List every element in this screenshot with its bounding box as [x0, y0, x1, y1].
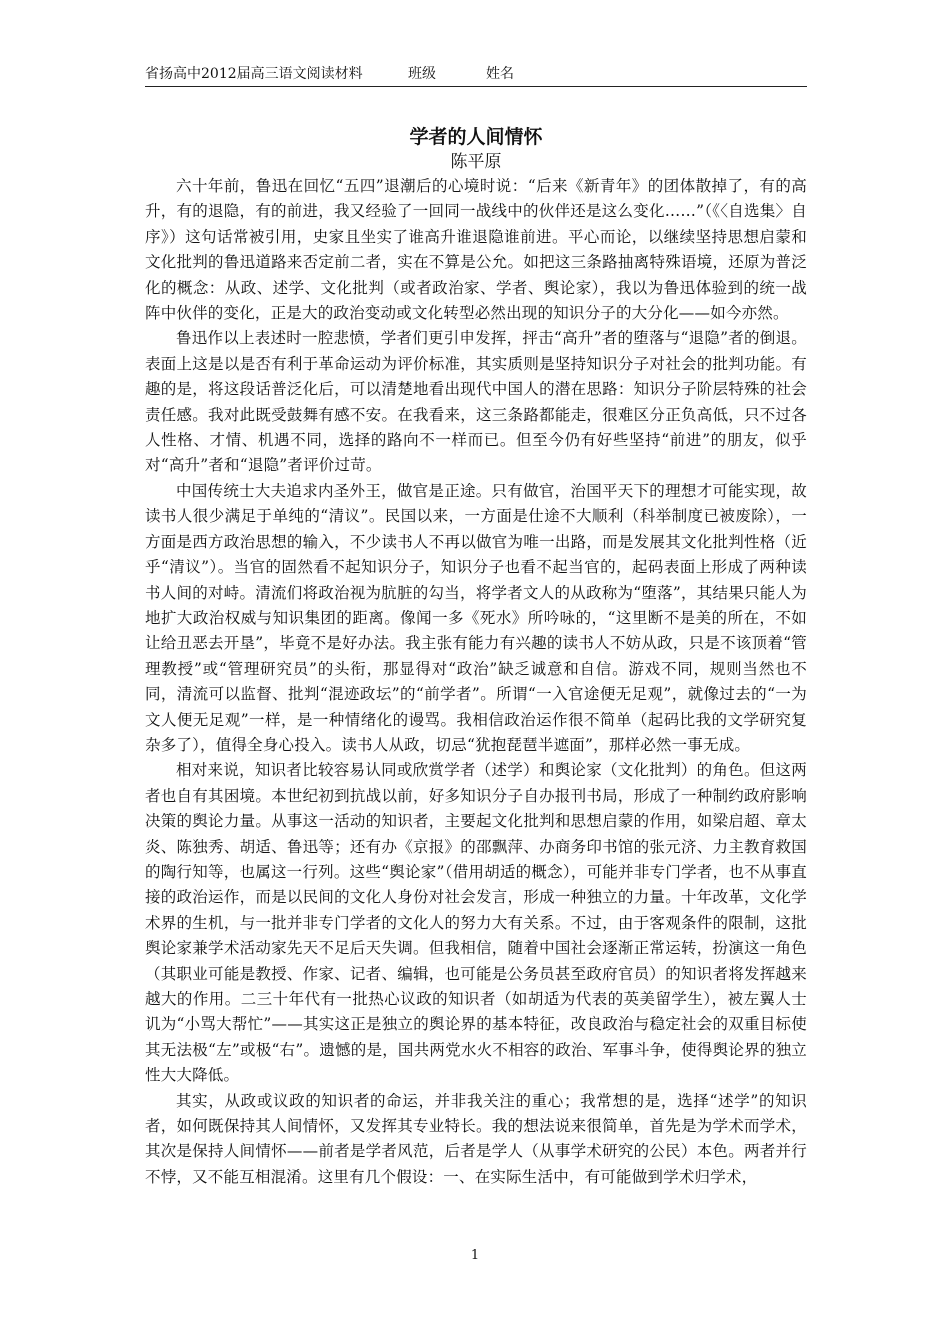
- header-name-label: 姓名: [486, 66, 514, 82]
- paragraph: 其实，从政或议政的知识者的命运，并非我关注的重心；我常想的是，选择“述学”的知识者，如何既保持其人间情怀，又发挥其专业特长。我的想法说来很简单，首先是为学术而学术，其次是保持人间情怀——前者是学者风范，后者是学人（从事学术研究的公民）本色。两者并行不悖，又不能互相混淆。这里有几个假设：一、在实际生活中，有可能做到学术归学术，: [145, 1091, 807, 1186]
- paragraph: 中国传统士大夫追求内圣外王，做官是正途。只有做官，治国平天下的理想才可能实现，故读书人很少满足于单纯的“清议”。民国以来，一方面是仕途不大顺利（科举制度已被废除），一方面是西方政治思想的输入，不少读书人不再以做官为唯一出路，而是发展其文化批判性格（近乎“清议”）。当官的固然看不起知识分子，知识分子也看不起当官的，起码表面上形成了两种读书人间的对峙。清流们将政治视为肮脏的勾当，将学者文人的从政称为“堕落”，其结果只能人为地扩大政治权威与知识集团的距离。像闻一多《死水》所吟咏的，“这里断不是美的所在，不如让给丑恶去开垦”，毕竟不是好办法。我主张有能力有兴趣的读书人不妨从政，只是不该顶着“管理教授”或“管理研究员”的头衔，那显得对“政治”缺乏诚意和自信。游戏不同，规则当然也不同，清流可以监督、批判“混迹政坛”的“前学者”。所谓“一入官途便无足观”，就像过去的“一为文人便无足观”一样，是一种情绪化的谩骂。我相信政治运作很不简单（起码比我的文学研究复杂多了），值得全身心投入。读书人从政，切忌“犹抱琵琶半遮面”，那样必然一事无成。: [145, 481, 807, 754]
- paragraph: 鲁迅作以上表述时一腔悲愤，学者们更引申发挥，抨击“高升”者的堕落与“退隐”者的倒退。表面上这是以是否有利于革命运动为评价标准，其实质则是坚持知识分子对社会的批判功能。有趣的是，将这段话普泛化后，可以清楚地看出现代中国人的潜在思路：知识分子阶层特殊的社会责任感。我对此既受鼓舞有感不安。在我看来，这三条路都能走，很难区分正负高低，只不过各人性格、才情、机遇不同，选择的路向不一样而已。但至今仍有好些坚持“前进”的朋友，似乎对“高升”者和“退隐”者评价过苛。: [145, 329, 807, 475]
- paragraph: 六十年前，鲁迅在回忆“五四”退潮后的心境时说：“后来《新青年》的团体散掉了，有的高升，有的退隐，有的前进，我又经验了一回同一战线中的伙伴还是这么变化……”（《〈自选集〉自序》）这句话常被引用，史家且坐实了谁高升谁退隐谁前进。平心而论，以继续坚持思想启蒙和文化批判的鲁迅道路来否定前二者，实在不算是公允。如把这三条路抽离特殊语境，还原为普泛化的概念：从政、述学、文化批判（或者政治家、学者、舆论家），我以为鲁迅体验到的统一战阵中伙伴的变化，正是大的政治变动或文化转型必然出现的知识分子的大分化——如今亦然。: [145, 177, 807, 323]
- header-class-label: 班级: [408, 66, 436, 82]
- header-doc-title: 省扬高中2012届高三语文阅读材料: [145, 66, 363, 82]
- article-body: [145, 174, 807, 1190]
- paragraph: 相对来说，知识者比较容易认同或欣赏学者（述学）和舆论家（文化批判）的角色。但这两者也自有其困境。本世纪初到抗战以前，好多知识分子自办报刊书局，形成了一种制约政府影响决策的舆论力量。从事这一活动的知识者，主要起文化批判和思想启蒙的作用，如梁启超、章太炎、陈独秀、胡适、鲁迅等；还有办《京报》的邵飘萍、办商务印书馆的张元济、力主教育救国的陶行知等，也属这一行列。这些“舆论家”（借用胡适的概念），可能并非专门学者，也不从事直接的政治运作，而是以民间的文化人身份对社会发言，形成一种独立的力量。十年改革，文化学术界的生机，与一批并非专门学者的文化人的努力大有关系。不过，由于客观条件的限制，这批舆论家兼学术活动家先天不足后天失调。但我相信，随着中国社会逐渐正常运转，扮演这一角色（其职业可能是教授、作家、记者、编辑，也可能是公务员甚至政府官员）的知识者将发挥越来越大的作用。二三十年代有一批热心议政的知识者（如胡适为代表的英美留学生），被左翼人士讥为“小骂大帮忙”——其实这正是独立的舆论界的基本特征，改良政治与稳定社会的双重目标使其无法极“左”或极“右”。遗憾的是，国共两党水火不相容的政治、军事斗争，使得舆论界的独立性大大降低。: [145, 761, 807, 1085]
- article-title: 学者的人间情怀: [409, 126, 543, 148]
- page-number: 1: [470, 1248, 480, 1263]
- article-author: 陈平原: [450, 152, 502, 172]
- page-header: [145, 62, 807, 87]
